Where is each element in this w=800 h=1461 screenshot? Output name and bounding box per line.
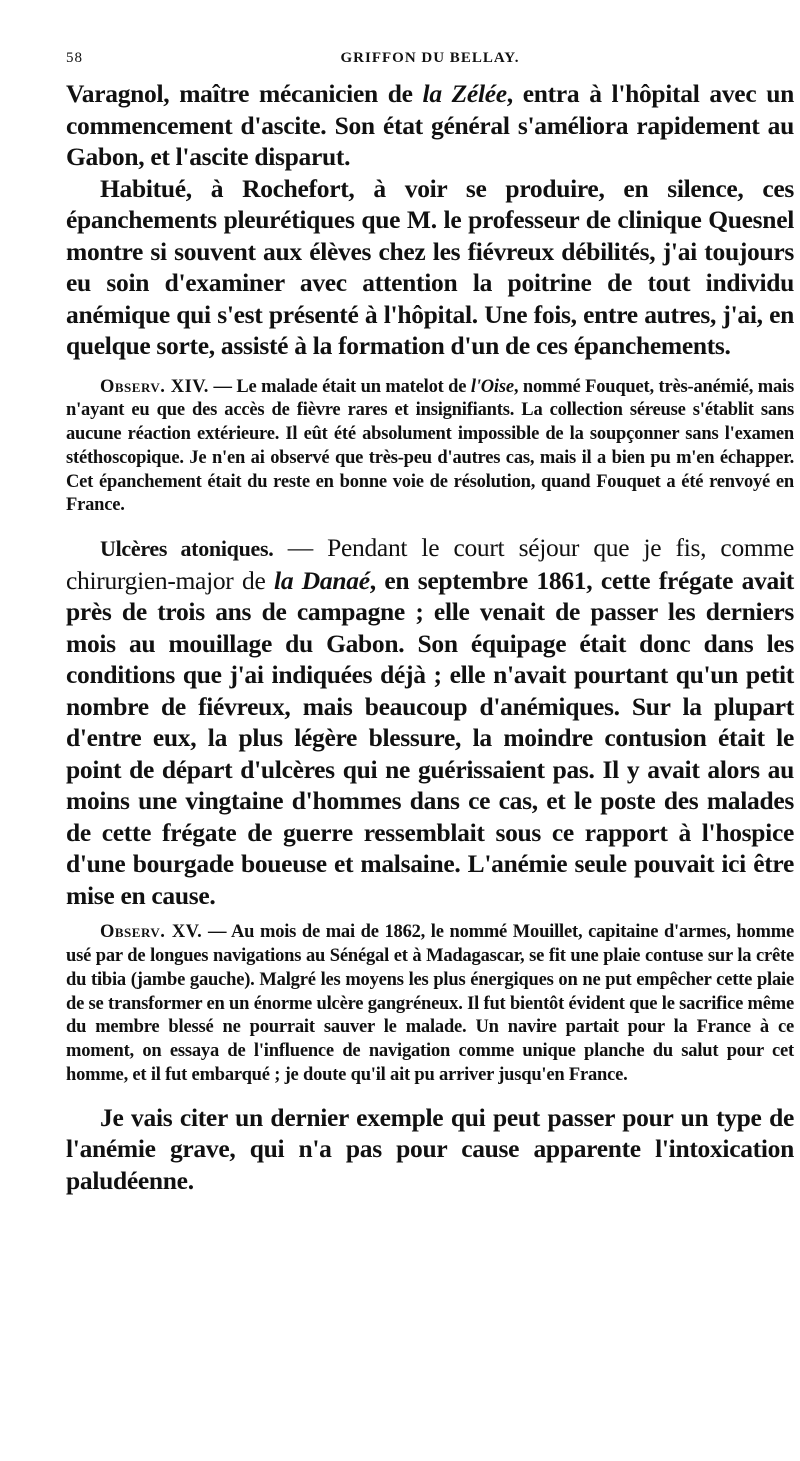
observation-15 [66,921,794,1088]
section-heading: Ulcères atoniques. [100,536,274,562]
observation-14 [66,376,794,519]
running-header [66,50,794,78]
running-title: GRIFFON DU BELLAY. [340,50,520,66]
observation-label: Observ. XIV. [100,376,209,397]
ship-name: la Danaé [274,565,370,595]
observation-text: , nommé Fouquet, très-anémié, mais n'ayant eu que des accès de fièvre rares et insignifiants. La collection séreuse s'établit sans aucune réaction extérieure. Il eût été absolument impossible de la soupçonner sans l'examen stéthoscopique. Je n'en ai observé que très-peu d'autres cas, mais il a bien pu m'en échapper. Cet épanchement était du reste en bonne voie de résolution, quand Fouquet a été renvoyé en France. [66,376,794,516]
section-text: , en septembre 1861, cette frégate avait près de trois ans de campagne ; elle venait de passer les derniers mois au mouillage du Gabon. Son équipage était donc dans les conditions que j'ai indiquées déjà ; elle n'avait pourtant qu'un petit nombre de fiévreux, mais beaucoup d'anémiques. Sur la plupart d'entre eux, la plus légère blessure, la moindre contusion était le point de départ d'ulcères qui ne guérissaient pas. Il y avait alors au moins une vingtaine d'hommes dans ce cas, et le poste des malades de cette frégate de guerre ressemblait sous ce rapport à l'hospice d'une bourgade boueuse et malsaine. L'anémie seule pouvait ici être mise en cause. [66,565,794,910]
ship-name: la Zélée [422,79,507,108]
observation-label: Observ. XV. [100,922,203,943]
document-page [66,50,794,1196]
paragraph-text: , entra à l'hôpital avec un commencement d'ascite. Son état général s'améliora rapidement au Gabon, et l'ascite disparut. [66,79,794,171]
ship-name: l'Oise [470,376,514,397]
section-ulceres-atoniques [66,532,794,911]
paragraph-varagnol [66,78,794,173]
paragraph-dernier-exemple: Je vais citer un dernier exemple qui peut passer pour un type de l'anémie grave, qui n'a pas pour cause apparente l'intoxication paludéenne. [66,1102,794,1195]
paragraph-text: Varagnol, maître mécanicien de [66,79,423,108]
observation-text: — Au mois de mai de 1862, le nommé Mouillet, capitaine d'armes, homme usé par de longues navigations au Sénégal et à Madagascar, se fit une plaie contuse sur la crête du tibia (jambe gauche). Malgré les moyens les plus énergiques on ne put empêcher cette plaie de se transformer en un énorme ulcère gangréneux. Il fut bientôt évident que le sacrifice même du membre blessé ne pourrait sauver le malade. Un navire partait pour la France à ce moment, on essaya de l'influence de navigation comme unique planche du salut pour cet homme, et il fut embarqué ; je doute qu'il ait pu arriver jusqu'en France. [66,922,794,1086]
page-number: 58 [66,50,83,66]
section-text: — Pendant le court séjour que je fis, comme chirurgien-major de [66,533,794,595]
observation-text: — Le malade était un matelot de [208,376,471,397]
paragraph-rochefort: Habitué, à Rochefort, à voir se produire, en silence, ces épanchements pleurétiques que M. le professeur de clinique Quesnel montre si souvent aux élèves chez les fiévreux débilités, j'ai toujours eu soin d'examiner avec attention la poitrine de tout individu anémique qui s'est présenté à l'hôpital. Une fois, entre autres, j'ai, en quelque sorte, assisté à la formation d'un de ces épanchements. [66,173,794,360]
